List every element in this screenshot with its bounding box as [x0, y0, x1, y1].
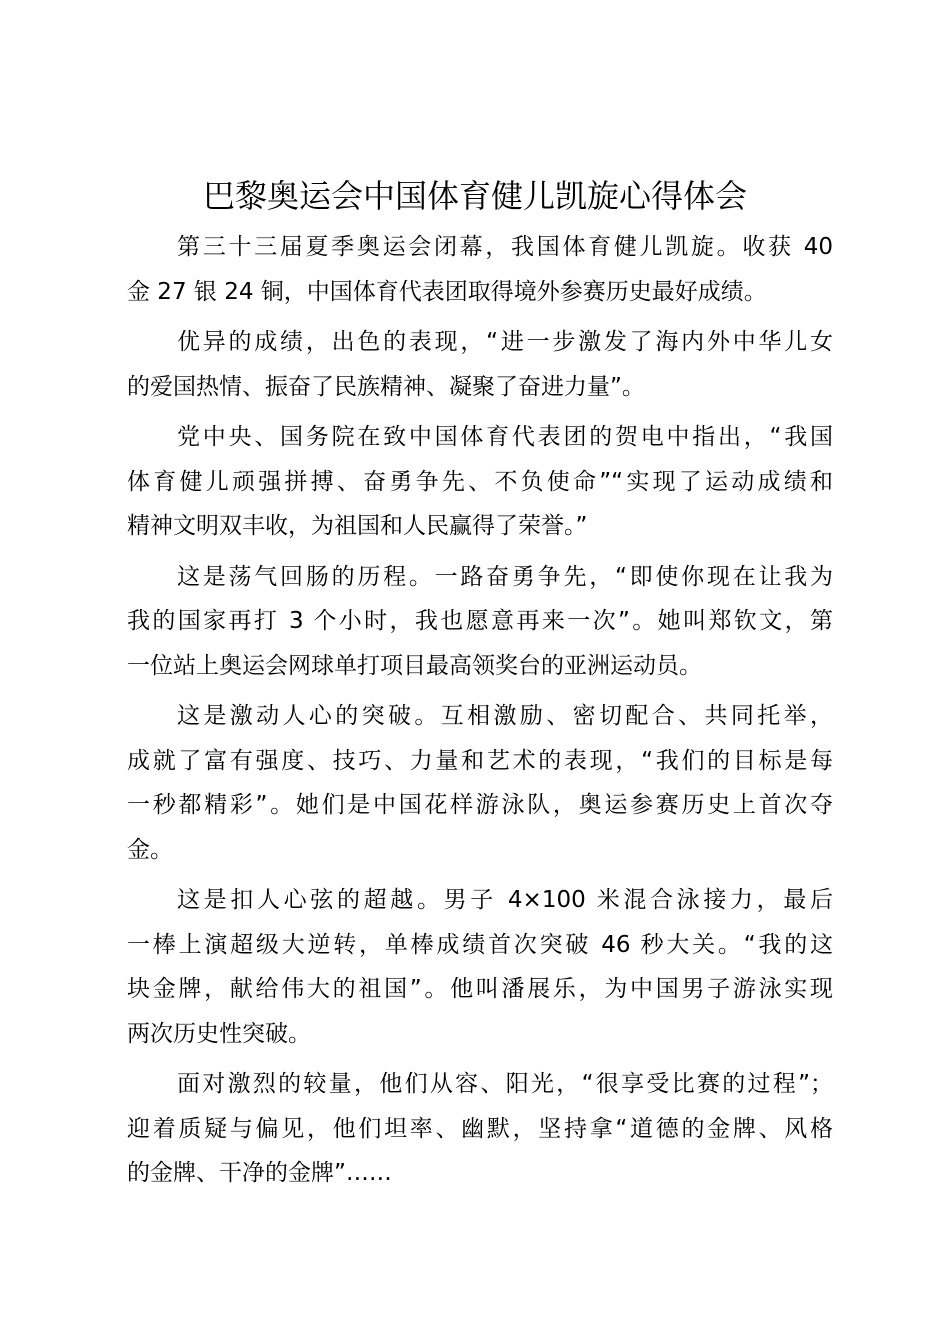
paragraph-line: 这是激动人心的突破。互相激励、密切配合、共同托举，: [177, 703, 833, 729]
paragraph-line: 的爱国热情、振奋了民族精神、凝聚了奋进力量”。: [127, 373, 645, 400]
paragraph-line: 金 27 银 24 铜，中国体育代表团取得境外参赛历史最好成绩。: [127, 278, 767, 305]
paragraph-line: 面对激烈的较量，他们从容、阳光，“很享受比赛的过程”；: [177, 1071, 833, 1097]
paragraph: [127, 320, 833, 409]
paragraph: [127, 555, 833, 689]
paragraph-line: 成就了富有强度、技巧、力量和艺术的表现，“我们的目标是每: [127, 747, 833, 774]
paragraph-line: 一秒都精彩”。她们是中国花样游泳队，奥运参赛历史上首次夺: [127, 792, 833, 818]
paragraph-line: 块金牌，献给伟大的祖国”。他叫潘展乐，为中国男子游泳实现: [127, 976, 833, 1002]
paragraph-line: 我的国家再打 3 个小时，我也愿意再来一次”。她叫郑钦文，第: [127, 608, 833, 634]
paragraph-line: 优异的成绩，出色的表现，“进一步激发了海内外中华儿女: [177, 329, 833, 355]
paragraph-line: 的金牌、干净的金牌”……: [127, 1160, 392, 1186]
paragraph-line: 这是荡气回肠的历程。一路奋勇争先，“即使你现在让我为: [177, 563, 833, 590]
paragraph: [127, 1062, 833, 1196]
paragraph-line: 这是扣人心弦的超越。男子 4×100 米混合泳接力，最后: [177, 887, 833, 913]
paragraph-line: 金。: [127, 836, 173, 863]
paragraph-line: 两次历史性突破。: [127, 1020, 311, 1047]
paragraph-line: 一棒上演超级大逆转，单棒成绩首次突破 46 秒大关。“我的这: [127, 931, 833, 958]
paragraph: [127, 415, 833, 549]
paragraph-line: 一位站上奥运会网球单打项目最高领奖台的亚洲运动员。: [127, 652, 702, 679]
paragraph: [127, 694, 833, 872]
paragraph-line: 第三十三届夏季奥运会闭幕，我国体育健儿凯旋。收获 40: [177, 234, 833, 260]
paragraph-line: 体育健儿顽强拼搏、奋勇争先、不负使命”“实现了运动成绩和: [127, 468, 833, 495]
document-title: 巴黎奥运会中国体育健儿凯旋心得体会: [202, 177, 747, 215]
paragraph: [127, 225, 833, 314]
paragraph-line: 精神文明双丰收，为祖国和人民赢得了荣誉。”: [127, 513, 588, 539]
paragraph: [127, 878, 833, 1056]
paragraph-line: 党中央、国务院在致中国体育代表团的贺电中指出，“我国: [177, 424, 833, 450]
document-body: [127, 225, 833, 1202]
paragraph-line: 迎着质疑与偏见，他们坦率、幽默，坚持拿“道德的金牌、风格: [127, 1115, 833, 1142]
